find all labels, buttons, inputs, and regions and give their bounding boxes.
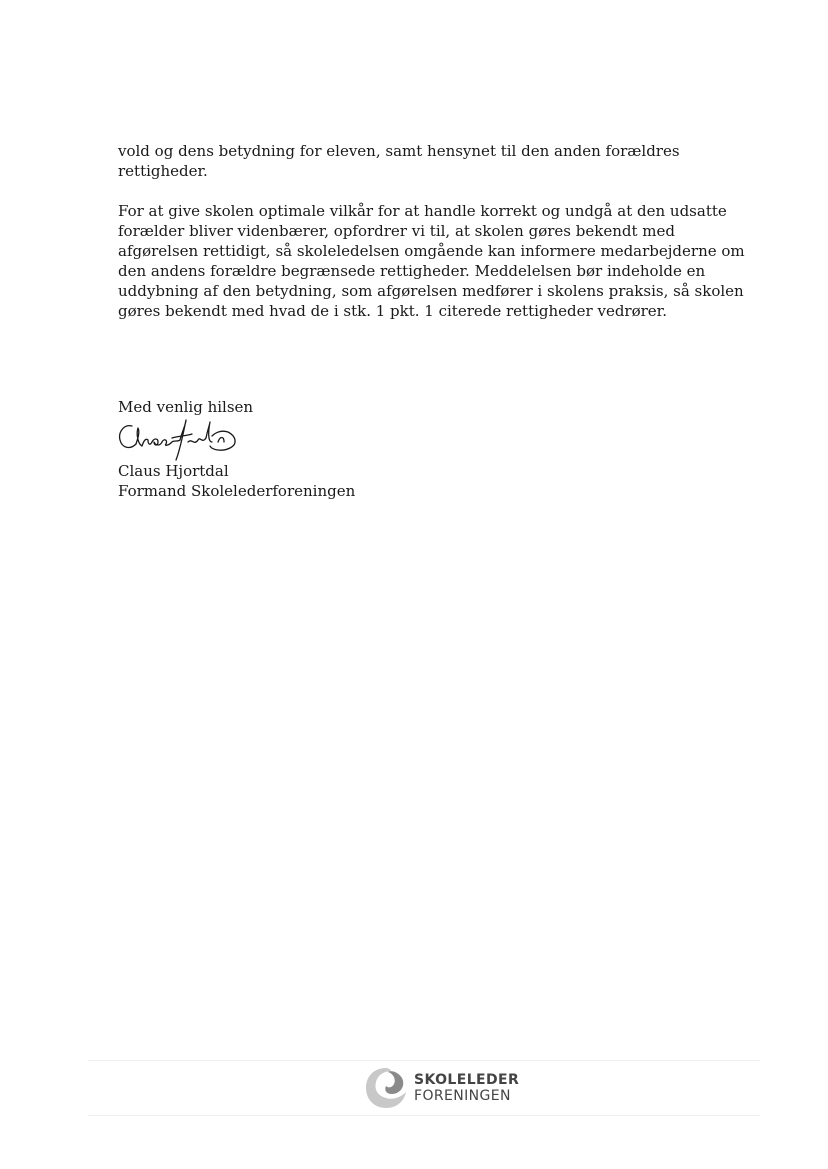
text-line: uddybning af den betydning, som afgørelsen medfører i skolens praksis, så skolen [118, 282, 744, 300]
body-paragraph-1 [118, 141, 708, 181]
text-line: gøres bekendt med hvad de i stk. 1 pkt. 1 citerede rettigheder vedrører. [118, 302, 667, 320]
text-line: afgørelsen rettidigt, så skoleledelsen omgående kan informere medarbejderne om [118, 242, 745, 260]
organization-logo [362, 1064, 519, 1112]
handwritten-signature [114, 416, 244, 462]
text-line: forælder bliver videnbærer, opfordrer vi til, at skolen gøres bekendt med [118, 222, 675, 240]
signer-name: Claus Hjortdal [118, 462, 229, 480]
text-line: rettigheder. [118, 162, 208, 180]
text-line: For at give skolen optimale vilkår for at handle korrekt og undgå at den udsatte [118, 202, 727, 220]
footer-divider-bottom [88, 1115, 760, 1116]
body-paragraph-2 [118, 201, 745, 321]
signer-block [118, 461, 355, 501]
logo-swirl-icon [362, 1064, 410, 1112]
logo-wordmark [414, 1072, 519, 1104]
text-line: den andens forældre begrænsede rettigheder. Meddelelsen bør indeholde en [118, 262, 706, 280]
closing-text: Med venlig hilsen [118, 398, 254, 416]
logo-line-2: FORENINGEN [414, 1088, 511, 1104]
logo-line-1: SKOLELEDER [414, 1072, 520, 1088]
footer-divider-top [88, 1060, 760, 1061]
text-line: vold og dens betydning for eleven, samt hensynet til den anden forældres [118, 142, 680, 160]
closing-salutation [118, 397, 253, 417]
signer-title: Formand Skolelederforeningen [118, 482, 356, 500]
